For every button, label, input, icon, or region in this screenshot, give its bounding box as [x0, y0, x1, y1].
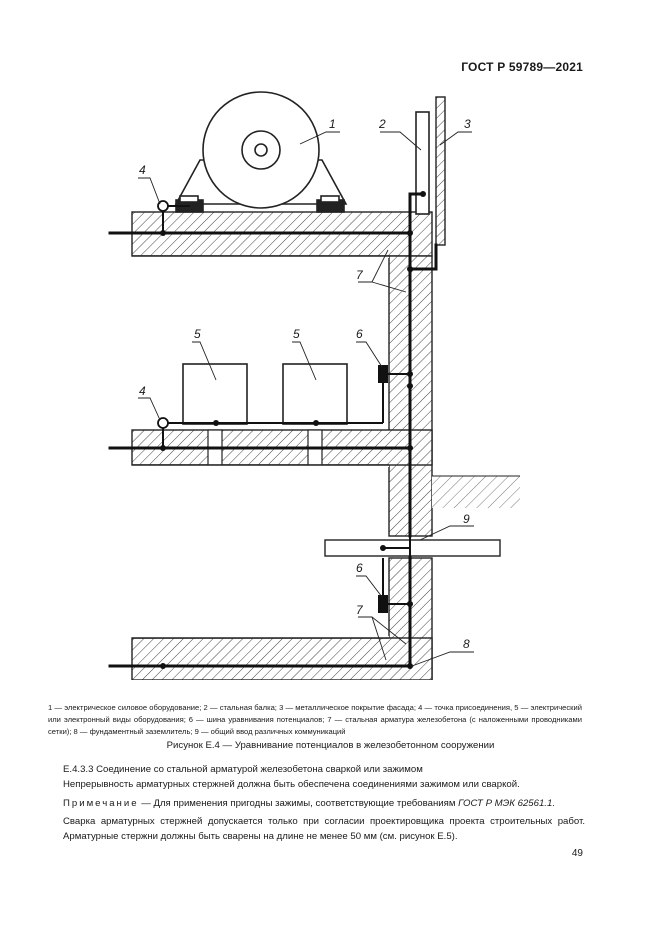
label-8: 8 [463, 637, 470, 651]
facade-cladding [436, 97, 445, 245]
equipotential-bonding-figure [0, 80, 661, 680]
label-1: 1 [329, 117, 336, 131]
utility-pipe [325, 540, 500, 556]
figure-caption: Рисунок Е.4 — Уравнивание потенциалов в железобетонном сооружении [166, 740, 495, 751]
note-label: Примечание [63, 798, 139, 809]
label-5-left: 5 [194, 327, 201, 341]
steel-beam [416, 112, 429, 214]
label-2: 2 [379, 117, 386, 131]
note-end: . [552, 798, 555, 809]
figure-legend: 1 — электрическое силовое оборудование; 2 — стальная балка; 3 — металлическое покрытие фасада; 4 — точка присоединения, 5 — электрический или электронный виды оборудования; 6 — шина уравнивания потенциалов; 7 — стальная арматура железобетона (с наложенными проводниками сетки); 8 — фундаментный заземлитель; 9 — общий ввод различных коммуникаций [48, 703, 582, 736]
label-3: 3 [464, 117, 471, 131]
electronic-equipment [183, 364, 347, 424]
label-6-lower: 6 [356, 561, 363, 575]
electric-motor [176, 92, 346, 212]
label-4-middle: 4 [139, 384, 146, 398]
paragraph-continuity: Непрерывность арматурных стержней должна быть обеспечена соединениями зажимом или сваркой. [63, 779, 520, 790]
label-4-upper: 4 [139, 163, 146, 177]
note-reference: ГОСТ Р МЭК 62561.1 [458, 798, 553, 809]
section-heading: Е.4.3.3 Соединение со стальной арматурой железобетона сваркой или зажимом [63, 764, 423, 775]
label-7-upper: 7 [356, 268, 363, 282]
standard-header: ГОСТ Р 59789—2021 [461, 60, 583, 74]
note [63, 798, 593, 809]
label-7-lower: 7 [356, 603, 363, 617]
paragraph-welding: Сварка арматурных стержней допускается только при согласии проектировщика проекта строительных работ. Арматурные стержни должны быть сварены на длине не менее 50 мм (см. рисунок Е.5). [63, 816, 585, 842]
label-6-upper: 6 [356, 327, 363, 341]
note-text: — Для применения пригодны зажимы, соответствующие требованиям [138, 798, 459, 809]
ground [432, 476, 520, 508]
label-5-right: 5 [293, 327, 300, 341]
page-number: 49 [571, 848, 583, 859]
label-9: 9 [463, 512, 470, 526]
